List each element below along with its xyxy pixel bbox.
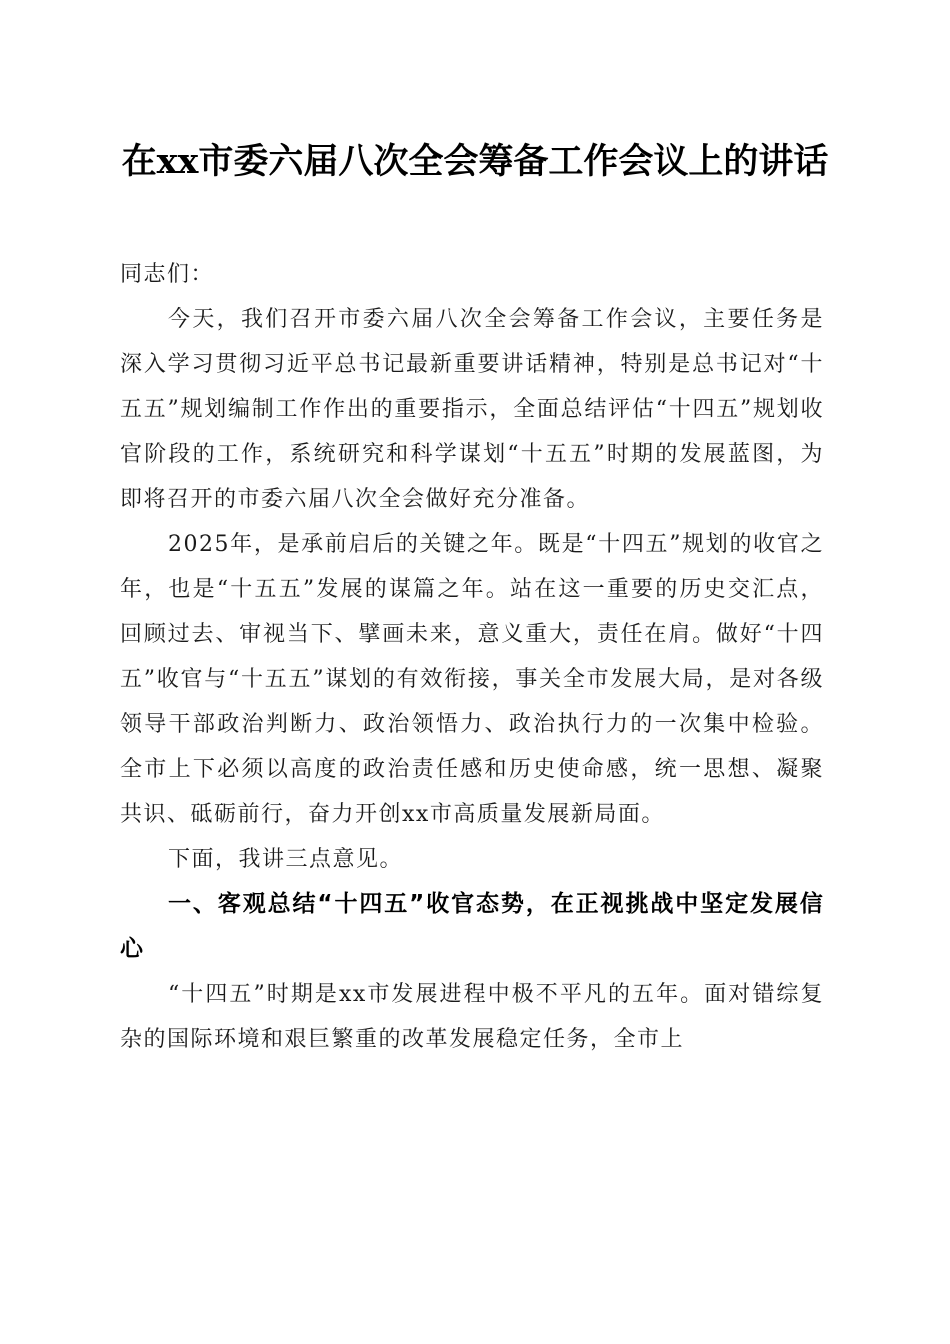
paragraph-opening: 今天，我们召开市委六届八次全会筹备工作会议，主要任务是深入学习贯彻习近平总书记最新重要讲话精神，特别是总书记对“十五五”规划编制工作作出的重要指示，全面总结评估“十四五”规划收官阶段的工作，系统研究和科学谋划“十五五”时期的发展蓝图，为即将召开的市委六届八次全会做好充分准备。 (120, 307, 824, 512)
document-title: 在xx市委六届八次全会筹备工作会议上的讲话 (121, 141, 829, 182)
paragraph-transition: 下面，我讲三点意见。 (168, 847, 404, 872)
salutation: 同志们： (120, 262, 215, 287)
document-body (120, 252, 824, 1062)
section-heading-one: 一、客观总结“十四五”收官态势，在正视挑战中坚定发展信心 (120, 891, 824, 962)
paragraph-significance: 2025年，是承前启后的关键之年。既是“十四五”规划的收官之年，也是“十五五”发展的谋篇之年。站在这一重要的历史交汇点，回顾过去、审视当下、擘画未来，意义重大，责任在肩。做好“十四五”收官与“十五五”谋划的有效衔接，事关全市发展大局，是对各级领导干部政治判断力、政治领悟力、政治执行力的一次集中检验。全市上下必须以高度的政治责任感和历史使命感，统一思想、凝聚共识、砥砺前行，奋力开创xx市高质量发展新局面。 (120, 532, 824, 827)
paragraph-section-one: “十四五”时期是xx市发展进程中极不平凡的五年。面对错综复杂的国际环境和艰巨繁重的改革发展稳定任务，全市上 (120, 982, 824, 1052)
